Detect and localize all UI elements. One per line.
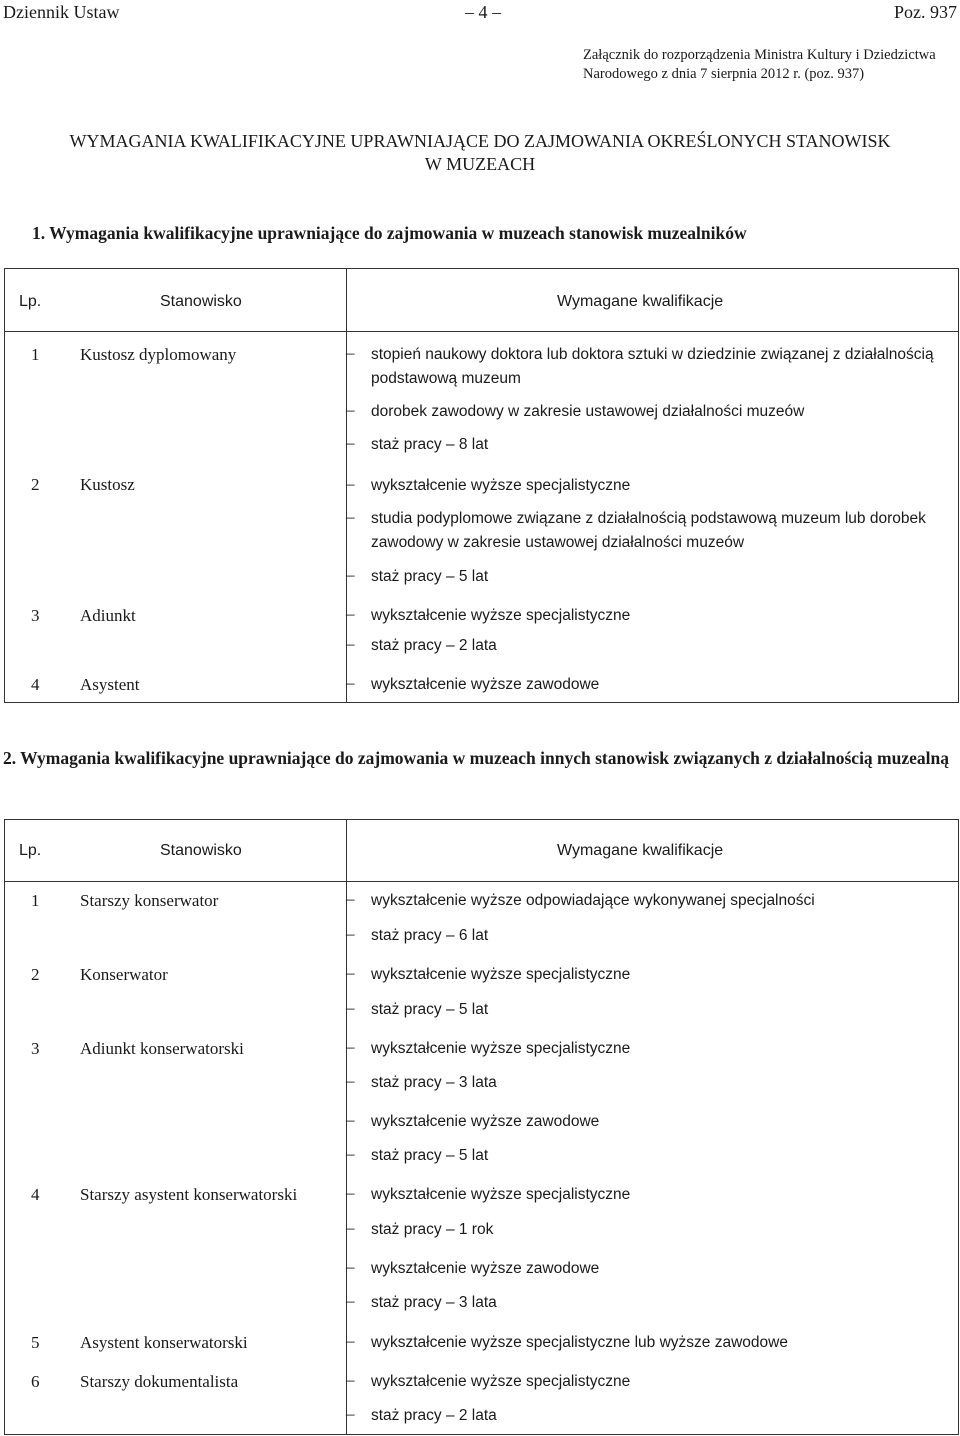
requirement-text: wykształcenie wyższe specjalistyczne [371,966,631,983]
row-lp: 5 [31,1333,40,1352]
requirement-item: – staż pracy – 5 lat [346,998,950,1022]
header-requirements: Wymagane kwalifikacje [557,293,724,310]
requirement-text: dorobek zawodowy w zakresie ustawowej działalności muzeów [371,403,805,420]
position-number: Poz. 937 [894,2,957,22]
requirement-text: wykształcenie wyższe zawodowe [371,1113,600,1130]
requirement-item: – staż pracy – 2 lata [346,634,950,658]
requirement-text: wykształcenie wyższe specjalistyczne [371,1373,631,1390]
row-position: Kustosz [80,475,135,494]
requirement-item: – wykształcenie wyższe specjalistyczne lub wyższe zawodowe [346,1331,950,1355]
requirement-text: staż pracy – 3 lata [371,1294,497,1311]
row-position: Starszy dokumentalista [80,1372,239,1391]
row-lp: 1 [31,891,40,910]
row-lp: 2 [31,475,40,494]
requirement-item: – dorobek zawodowy w zakresie ustawowej działalności muzeów [346,400,950,424]
row-lp: 1 [31,345,40,364]
requirement-item: – wykształcenie wyższe zawodowe [346,1110,950,1134]
requirement-text: wykształcenie wyższe specjalistyczne [371,607,631,624]
row-lp: 2 [31,965,40,984]
requirement-item: – studia podyplomowe związane z działalnością podstawową muzeum lub dorobek zawodowy w zakresie ustawowej działalności muzeów [346,507,950,555]
requirement-item: – wykształcenie wyższe specjalistyczne [346,1370,950,1394]
requirement-text: staż pracy – 3 lata [371,1074,497,1091]
table-other-positions [4,819,959,1435]
requirement-text: staż pracy – 6 lat [371,927,489,944]
row-position: Starszy asystent konserwatorski [80,1185,298,1204]
requirement-text: staż pracy – 5 lat [371,1001,489,1018]
header-lp: Lp. [19,293,42,310]
row-position: Adiunkt konserwatorski [80,1039,244,1058]
requirement-item: – wykształcenie wyższe specjalistyczne [346,1183,950,1207]
requirement-text: staż pracy – 5 lat [371,568,489,585]
row-position: Starszy konserwator [80,891,219,910]
requirement-item: – wykształcenie wyższe zawodowe [346,1257,950,1281]
requirement-text: wykształcenie wyższe odpowiadające wykonywanej specjalności [371,892,815,909]
section-2-title: 2. Wymagania kwalifikacyjne uprawniające do zajmowania w muzeach innych stanowisk związanych z działalnością muzealną [3,748,949,768]
header-position: Stanowisko [160,842,242,859]
requirement-item: – wykształcenie wyższe specjalistyczne [346,1037,950,1061]
requirement-item: – staż pracy – 5 lat [346,1144,950,1168]
row-position: Asystent [80,675,140,694]
row-lp: 4 [31,675,40,694]
requirement-item: – stopień naukowy doktora lub doktora sztuki w dziedzinie związanej z działalnością podstawową muzeum [346,343,950,391]
requirement-text: wykształcenie wyższe specjalistyczne [371,477,631,494]
requirement-item: – wykształcenie wyższe odpowiadające wykonywanej specjalności [346,889,950,913]
row-lp: 3 [31,1039,40,1058]
journal-name: Dziennik Ustaw [3,2,120,22]
page-number: – 4 – [465,2,501,22]
requirement-item: – staż pracy – 3 lata [346,1071,950,1095]
requirement-item: – staż pracy – 5 lat [346,565,950,589]
table-museum-positions [4,268,959,703]
requirement-text: wykształcenie wyższe specjalistyczne [371,1040,631,1057]
row-position: Asystent konserwatorski [80,1333,248,1352]
row-lp: 6 [31,1372,40,1391]
requirement-text: staż pracy – 2 lata [371,1407,497,1424]
requirement-item: – staż pracy – 1 rok [346,1218,950,1242]
requirement-text: studia podyplomowe związane z działalnością podstawową muzeum lub dorobek zawodowy w zakresie ustawowej działalności muzeów [371,510,926,551]
requirement-item: – staż pracy – 3 lata [346,1291,950,1315]
requirement-text: wykształcenie wyższe specjalistyczne lub wyższe zawodowe [371,1334,788,1351]
document-title-line-2: W MUZEACH [424,154,536,174]
requirement-text: staż pracy – 5 lat [371,1147,489,1164]
requirement-item: – wykształcenie wyższe specjalistyczne [346,963,950,987]
row-position: Kustosz dyplomowany [80,345,237,364]
requirement-text: wykształcenie wyższe zawodowe [371,676,600,693]
document-title-line-1: WYMAGANIA KWALIFIKACYJNE UPRAWNIAJĄCE DO ZAJMOWANIA OKREŚLONYCH STANOWISK [69,131,891,151]
header-lp: Lp. [19,842,42,859]
row-position: Adiunkt [80,606,136,625]
requirement-text: staż pracy – 1 rok [371,1221,494,1238]
requirement-item: – staż pracy – 2 lata [346,1404,950,1428]
row-lp: 4 [31,1185,40,1204]
requirement-text: wykształcenie wyższe specjalistyczne [371,1186,631,1203]
annex-note [583,46,958,84]
requirement-item: – staż pracy – 8 lat [346,433,950,457]
header-requirements: Wymagane kwalifikacje [557,842,724,859]
requirement-text: staż pracy – 8 lat [371,436,489,453]
section-1-title: 1. Wymagania kwalifikacyjne uprawniające do zajmowania w muzeach stanowisk muzealników [32,223,747,243]
header-divider [5,331,958,332]
annex-line-2: Narodowego z dnia 7 sierpnia 2012 r. (poz. 937) [583,66,865,82]
requirement-item: – wykształcenie wyższe specjalistyczne [346,474,950,498]
requirement-item: – wykształcenie wyższe zawodowe [346,673,950,697]
header-position: Stanowisko [160,293,242,310]
requirement-item: – wykształcenie wyższe specjalistyczne [346,604,950,628]
document-title [0,130,960,176]
requirement-text: staż pracy – 2 lata [371,637,497,654]
row-position: Konserwator [80,965,168,984]
annex-line-1: Załącznik do rozporządzenia Ministra Kultury i Dziedzictwa [583,47,936,63]
requirement-text: wykształcenie wyższe zawodowe [371,1260,600,1277]
header-divider [5,881,958,882]
row-lp: 3 [31,606,40,625]
requirement-text: stopień naukowy doktora lub doktora sztuki w dziedzinie związanej z działalnością podstawową muzeum [371,346,934,387]
requirement-item: – staż pracy – 6 lat [346,924,950,948]
